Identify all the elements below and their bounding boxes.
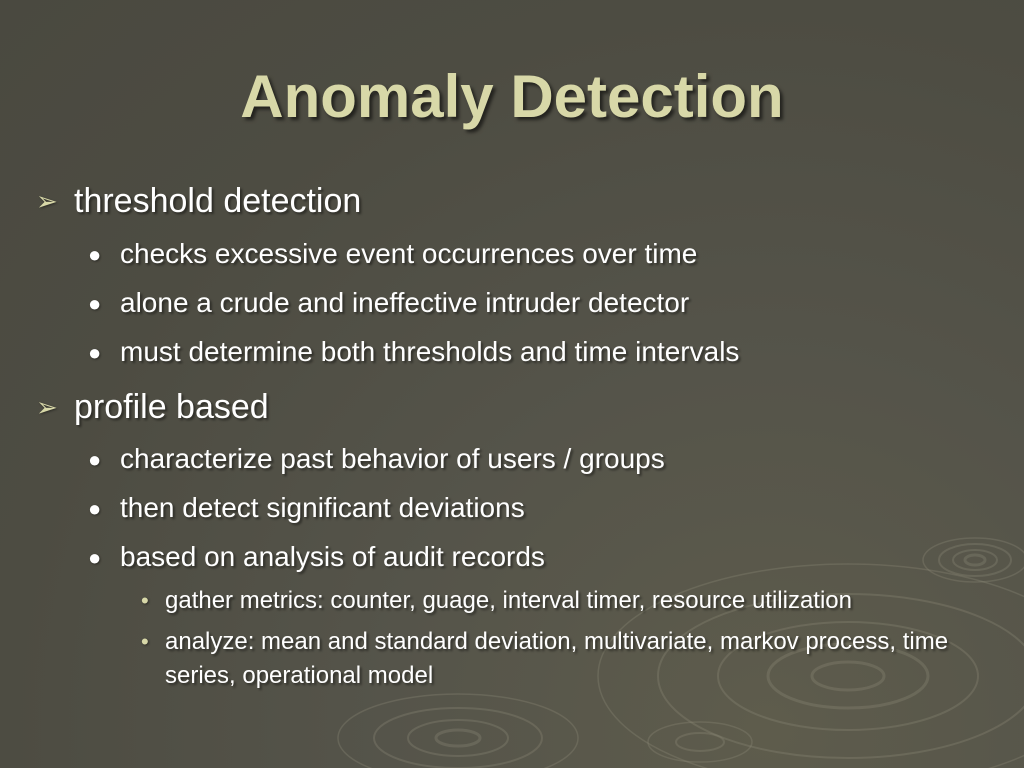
arrow-bullet-icon: ➢ [36, 392, 58, 422]
dot-bullet-icon: ● [88, 496, 102, 521]
dot-bullet-icon: ● [88, 340, 102, 365]
dot-bullet-icon: ● [88, 242, 102, 267]
small-bullet-icon: • [141, 629, 149, 654]
bullet-profile-based: profile based [74, 388, 269, 426]
dot-bullet-icon: ● [88, 545, 102, 570]
sub-bullet: characterize past behavior of users / groups [120, 443, 665, 474]
sub-bullet: then detect significant deviations [120, 492, 525, 523]
sub-bullet: based on analysis of audit records [120, 541, 545, 572]
sub-bullet: alone a crude and ineffective intruder detector [120, 287, 690, 318]
bullet-threshold-detection: threshold detection [74, 182, 362, 220]
dot-bullet-icon: ● [88, 291, 102, 316]
sub-sub-bullet: analyze: mean and standard deviation, multivariate, markov process, time series, operational model [165, 628, 949, 689]
dot-bullet-icon: ● [88, 447, 102, 472]
small-bullet-icon: • [141, 588, 149, 613]
sub-sub-bullet: gather metrics: counter, guage, interval timer, resource utilization [165, 587, 852, 614]
sub-bullet: must determine both thresholds and time intervals [120, 336, 740, 367]
sub-bullet: checks excessive event occurrences over time [120, 238, 698, 269]
arrow-bullet-icon: ➢ [36, 186, 58, 216]
slide-title: Anomaly Detection [240, 63, 784, 130]
